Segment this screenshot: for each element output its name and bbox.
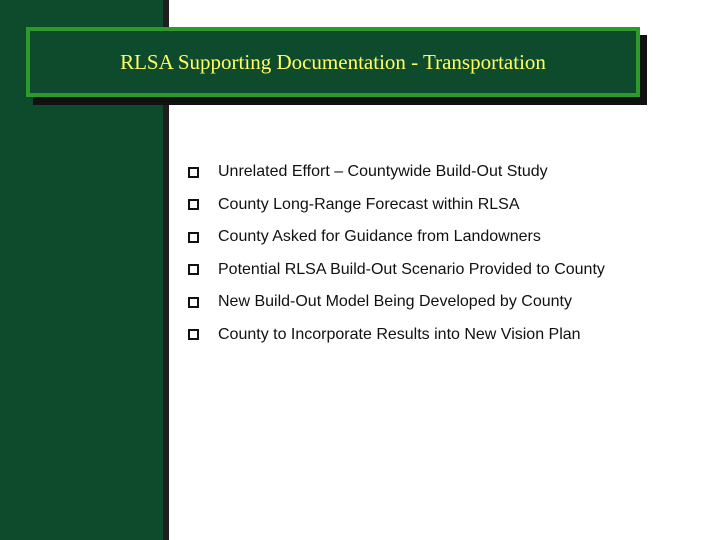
bullet-text: Unrelated Effort – Countywide Build-Out Study	[218, 163, 548, 181]
title-banner	[26, 27, 640, 97]
bullet-text: Potential RLSA Build-Out Scenario Provided to County	[218, 260, 605, 278]
checkbox-square-icon	[188, 264, 199, 275]
checkbox-square-icon	[188, 199, 199, 210]
slide-title: RLSA Supporting Documentation - Transportation	[120, 49, 546, 74]
checkbox-square-icon	[188, 329, 199, 340]
checkbox-square-icon	[188, 167, 199, 178]
bullet-item	[188, 221, 605, 254]
bullet-item	[188, 286, 605, 319]
checkbox-square-icon	[188, 232, 199, 243]
bullet-text: County Long-Range Forecast within RLSA	[218, 195, 520, 213]
bullet-item	[188, 319, 605, 352]
bullet-item	[188, 254, 605, 287]
bullet-text: County to Incorporate Results into New Vision Plan	[218, 325, 581, 343]
checkbox-square-icon	[188, 297, 199, 308]
bullet-text: New Build-Out Model Being Developed by County	[218, 293, 572, 311]
bullet-text: County Asked for Guidance from Landowners	[218, 228, 541, 246]
bullet-item	[188, 156, 605, 189]
bullet-list	[188, 156, 605, 351]
bullet-item	[188, 189, 605, 222]
